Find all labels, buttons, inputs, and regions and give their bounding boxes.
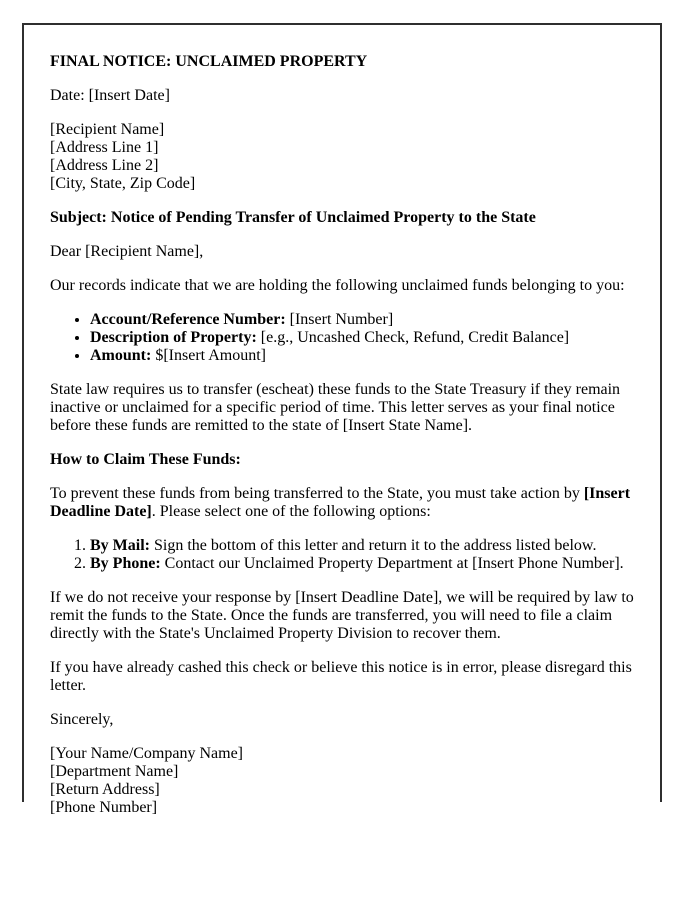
- letter-title: FINAL NOTICE: UNCLAIMED PROPERTY: [50, 53, 368, 70]
- bullet-value-account: [Insert Number]: [285, 311, 394, 328]
- signature-name-line: [Your Name/Company Name]: [50, 745, 244, 762]
- bullet-label-amount: Amount:: [90, 347, 152, 364]
- address-line-2: [Address Line 2]: [50, 157, 159, 174]
- option-text-phone: Contact our Unclaimed Property Department at [Insert Phone Number].: [160, 555, 624, 572]
- signature-return-address-line: [Return Address]: [50, 781, 160, 798]
- subject-line: Subject: Notice of Pending Transfer of Unclaimed Property to the State: [50, 209, 536, 226]
- state-law-paragraph: State law requires us to transfer (escheat) these funds to the State Treasury if they remain inactive or unclaimed for a specific period of time. This letter serves as your final notice before these funds are remitted to the state of [Insert State Name].: [50, 381, 621, 434]
- date-line: Date: [Insert Date]: [50, 87, 170, 104]
- signature-department-line: [Department Name]: [50, 763, 179, 780]
- list-item-account-number: [90, 311, 636, 329]
- action-paragraph-pre: To prevent these funds from being transferred to the State, you must take action by: [50, 485, 584, 502]
- address-line-1: [Address Line 1]: [50, 139, 159, 156]
- action-paragraph: [50, 485, 636, 521]
- closing: Sincerely,: [50, 711, 114, 728]
- error-disregard-paragraph: If you have already cashed this check or believe this notice is in error, please disregard this letter.: [50, 659, 632, 694]
- bullet-value-amount: $[Insert Amount]: [151, 347, 266, 364]
- deadline-date-bold: [Insert Deadline Date]: [50, 485, 631, 520]
- city-state-zip-line: [City, State, Zip Code]: [50, 175, 196, 192]
- intro-paragraph: Our records indicate that we are holding the following unclaimed funds belonging to you:: [50, 277, 625, 294]
- bullet-label-account: Account/Reference Number:: [90, 311, 286, 328]
- unclaimed-funds-list: [50, 311, 636, 365]
- option-by-mail: [90, 537, 636, 555]
- signature-phone-line: [Phone Number]: [50, 799, 158, 816]
- recipient-address-block: [50, 121, 636, 193]
- letter-container: [22, 23, 662, 816]
- recipient-name-line: [Recipient Name]: [50, 121, 165, 138]
- option-by-phone: [90, 555, 636, 573]
- bullet-label-description: Description of Property:: [90, 329, 257, 346]
- list-item-amount: [90, 347, 636, 365]
- claim-heading: How to Claim These Funds:: [50, 451, 241, 468]
- action-paragraph-post: . Please select one of the following options:: [151, 503, 431, 520]
- list-item-property-description: [90, 329, 636, 347]
- option-text-mail: Sign the bottom of this letter and return it to the address listed below.: [150, 537, 597, 554]
- salutation: Dear [Recipient Name],: [50, 243, 204, 260]
- signature-block: [50, 745, 636, 817]
- option-label-phone: By Phone:: [90, 555, 161, 572]
- claim-options-list: [50, 537, 636, 573]
- option-label-mail: By Mail:: [90, 537, 150, 554]
- bullet-value-description: [e.g., Uncashed Check, Refund, Credit Balance]: [256, 329, 570, 346]
- no-response-paragraph: If we do not receive your response by [Insert Deadline Date], we will be required by law to remit the funds to the State. Once the funds are transferred, you will need to file a claim directly with the State's Unclaimed Property Division to recover them.: [50, 589, 634, 642]
